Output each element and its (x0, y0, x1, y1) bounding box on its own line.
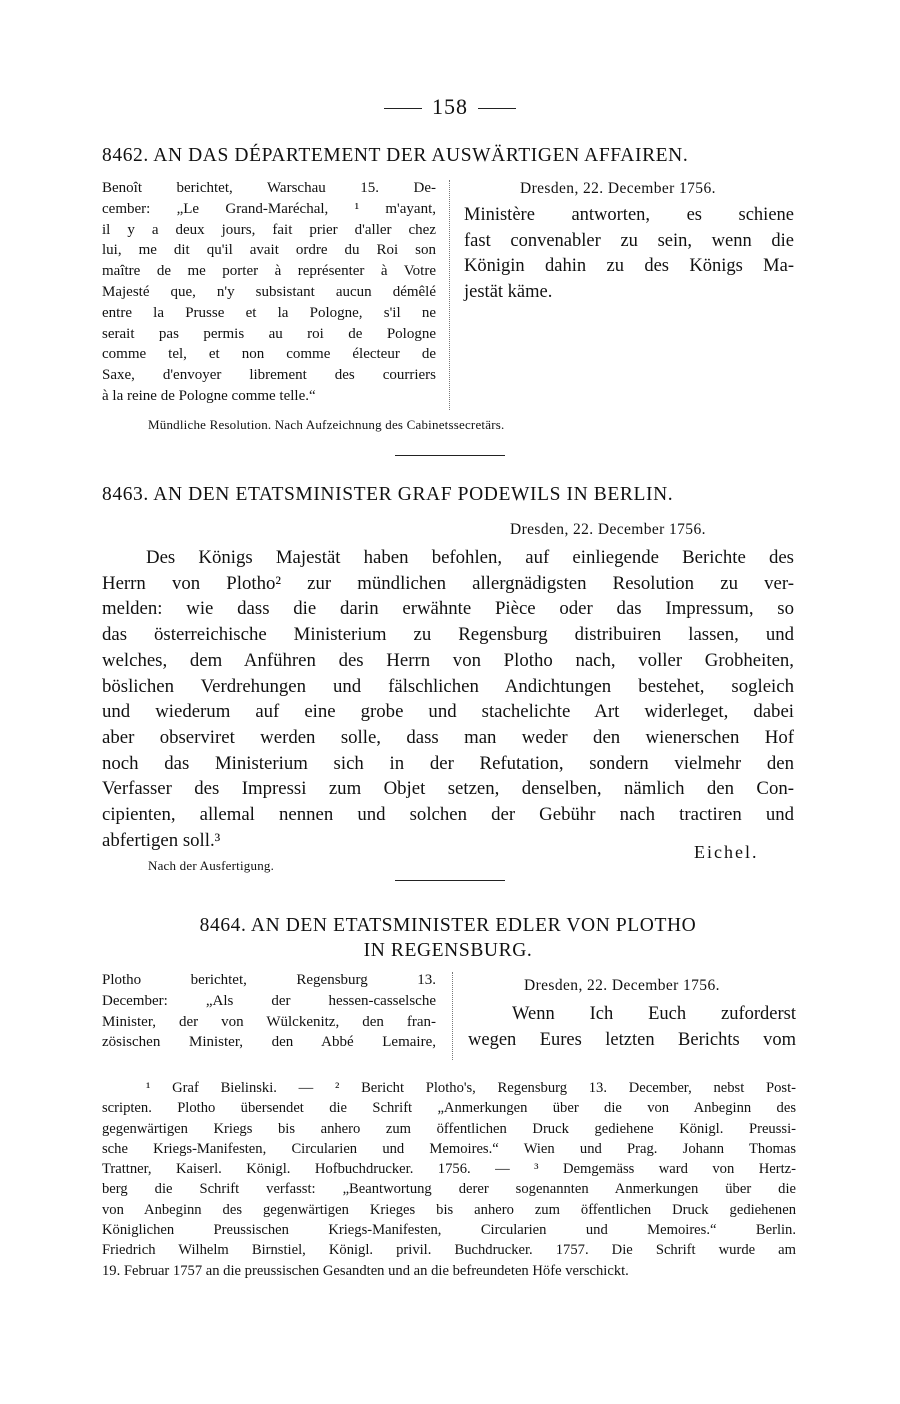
body-line: und wiederum auf eine grobe und stachelichte Art widerleget, dabei (102, 701, 794, 723)
letter-8462-reply (464, 203, 794, 306)
body-line: melden: wie dass die darin erwähnte Pièce oder das Impressum, so (102, 598, 794, 620)
letter-8463-source-note: Nach der Ausfertigung. (148, 858, 275, 873)
report-line: December: „Als der hessen-casselsche (102, 992, 436, 1009)
footnote-line: Trattner, Kaiserl. Königl. Hofbuchdrucker. 1756. — ³ Demgemäss ward von Hertz- (102, 1161, 796, 1178)
letter-8462-heading: 8462. AN DAS DÉPARTEMENT DER AUSWÄRTIGEN AFFAIREN. (102, 145, 689, 166)
page-number-dash-left (384, 108, 422, 109)
footnote-line: berg die Schrift verfasst: „Beantwortung derer sogenannten Anmerkungen über die (102, 1181, 796, 1198)
body-line: Des Königs Majestät haben befohlen, auf einliegende Berichte des (146, 547, 794, 568)
letter-8463-heading: 8463. AN DEN ETATSMINISTER GRAF PODEWILS IN BERLIN. (102, 484, 674, 505)
reply-line: jestät käme. (464, 282, 553, 303)
body-line: aber observiret werden solle, dass man weder den wienerschen Hof (102, 726, 794, 748)
letter-8462-report (102, 178, 436, 407)
body-line: Verfasser des Impressi zum Objet setzen, denselben, nämlich den Con- (102, 778, 794, 800)
letter-8464-heading (102, 913, 794, 963)
footnote-line: sche Kriegs-Manifesten, Circularien und Memoires.“ Wien und Prag. Johann Thomas (102, 1140, 796, 1157)
section-rule (395, 880, 505, 881)
report-line: serait pas permis au roi de Pologne (102, 325, 436, 342)
report-line: maître de me porter à représenter à Votre (102, 263, 436, 280)
report-line: comme tel, et non comme électeur de (102, 346, 436, 363)
letter-8464-reply (468, 1002, 796, 1053)
footnote-line: von Anbeginn des gegenwärtigen Krieges bis anhero zum öffentlichen Druck gediehenen (102, 1201, 796, 1218)
reply-line: Ministère antworten, es schiene (464, 205, 794, 225)
report-line: à la reine de Pologne comme telle.“ (102, 387, 316, 404)
footnote-line: Friedrich Wilhelm Birnstiel, Königl. privil. Buchdrucker. 1757. Die Schrift wurde am (102, 1242, 796, 1259)
letter-8464-dateline: Dresden, 22. December 1756. (524, 977, 720, 994)
footnote-line: ¹ Graf Bielinski. — ² Bericht Plotho's, Regensburg 13. December, nebst Post- (146, 1080, 796, 1096)
reply-line: Königin dahin zu des Königs Ma- (464, 256, 794, 277)
reply-line: Wenn Ich Euch zuforderst (512, 1004, 796, 1024)
report-line: Majesté que, n'y subsistant aucun démêlé (102, 283, 436, 300)
footnote-line: Königlichen Preussischen Kriegs-Manifesten, Circularien und Memoires.“ Berlin. (102, 1222, 796, 1239)
footnote-line: scripten. Plotho übersendet die Schrift „Anmerkungen über die von Anbeginn des (102, 1100, 796, 1117)
letter-8462-dateline: Dresden, 22. December 1756. (520, 180, 716, 197)
report-line: Minister, der von Wülckenitz, den fran- (102, 1013, 436, 1030)
letter-8464-heading-line2: IN REGENSBURG. (363, 940, 533, 961)
body-line: das österreichische Ministerium zu Regensburg distribuiren lassen, und (102, 624, 794, 646)
report-line: lui, me dit qu'il avait ordre du Roi son (102, 242, 436, 259)
section-rule (395, 455, 505, 456)
report-line: entre la Prusse et la Pologne, s'il ne (102, 304, 436, 321)
body-line: Herrn von Plotho² zur mündlichen allergnädigsten Resolution zu ver- (102, 572, 794, 594)
letter-8463-signature: Eichel. (694, 842, 759, 862)
column-divider (452, 972, 453, 1060)
report-line: Plotho berichtet, Regensburg 13. (102, 972, 436, 988)
body-line: cipienten, allemal nennen und solchen der Gebühr nach tractiren und (102, 804, 794, 826)
report-line: zösischen Minister, den Abbé Lemaire, (102, 1034, 436, 1051)
letter-8464-heading-line1: 8464. AN DEN ETATSMINISTER EDLER VON PLOTHO (199, 915, 697, 936)
page-number-dash-right (478, 108, 516, 109)
page-number (0, 94, 900, 120)
letter-8462-source-note: Mündliche Resolution. Nach Aufzeichnung des Cabinetssecretärs. (148, 417, 505, 432)
letter-8463-dateline: Dresden, 22. December 1756. (510, 521, 706, 538)
footnotes (102, 1078, 796, 1281)
page-number-text: 158 (432, 94, 468, 119)
body-line: noch das Ministerium sich in der Refutation, sondern vielmehr den (102, 752, 794, 774)
footnote-line: gegenwärtigen Kriegs bis anhero zum öffentlichen Druck gediehene Königl. Preussi- (102, 1120, 796, 1137)
column-divider (449, 180, 450, 410)
report-line: Benoît berichtet, Warschau 15. De- (102, 180, 436, 196)
report-line: il y a deux jours, fait prier d'aller chez (102, 221, 436, 238)
reply-line: wegen Eures letzten Berichts vom (468, 1029, 796, 1050)
body-line: welches, dem Anführen des Herrn von Plotho nach, voller Grobheiten, (102, 649, 794, 671)
footnote-line: 19. Februar 1757 an die preussischen Gesandten und an die befreundeten Höfe verschickt. (102, 1262, 629, 1279)
reply-line: fast convenabler zu sein, wenn die (464, 230, 794, 251)
report-line: cember: „Le Grand-Maréchal, ¹ m'ayant, (102, 200, 436, 217)
body-line: abfertigen soll.³ (102, 829, 221, 851)
body-line: böslichen Verdrehungen und fälschlichen Andichtungen bestehet, sogleich (102, 675, 794, 697)
report-line: Saxe, d'envoyer librement des courriers (102, 367, 436, 384)
letter-8463-body (102, 545, 794, 853)
letter-8464-report (102, 970, 436, 1053)
